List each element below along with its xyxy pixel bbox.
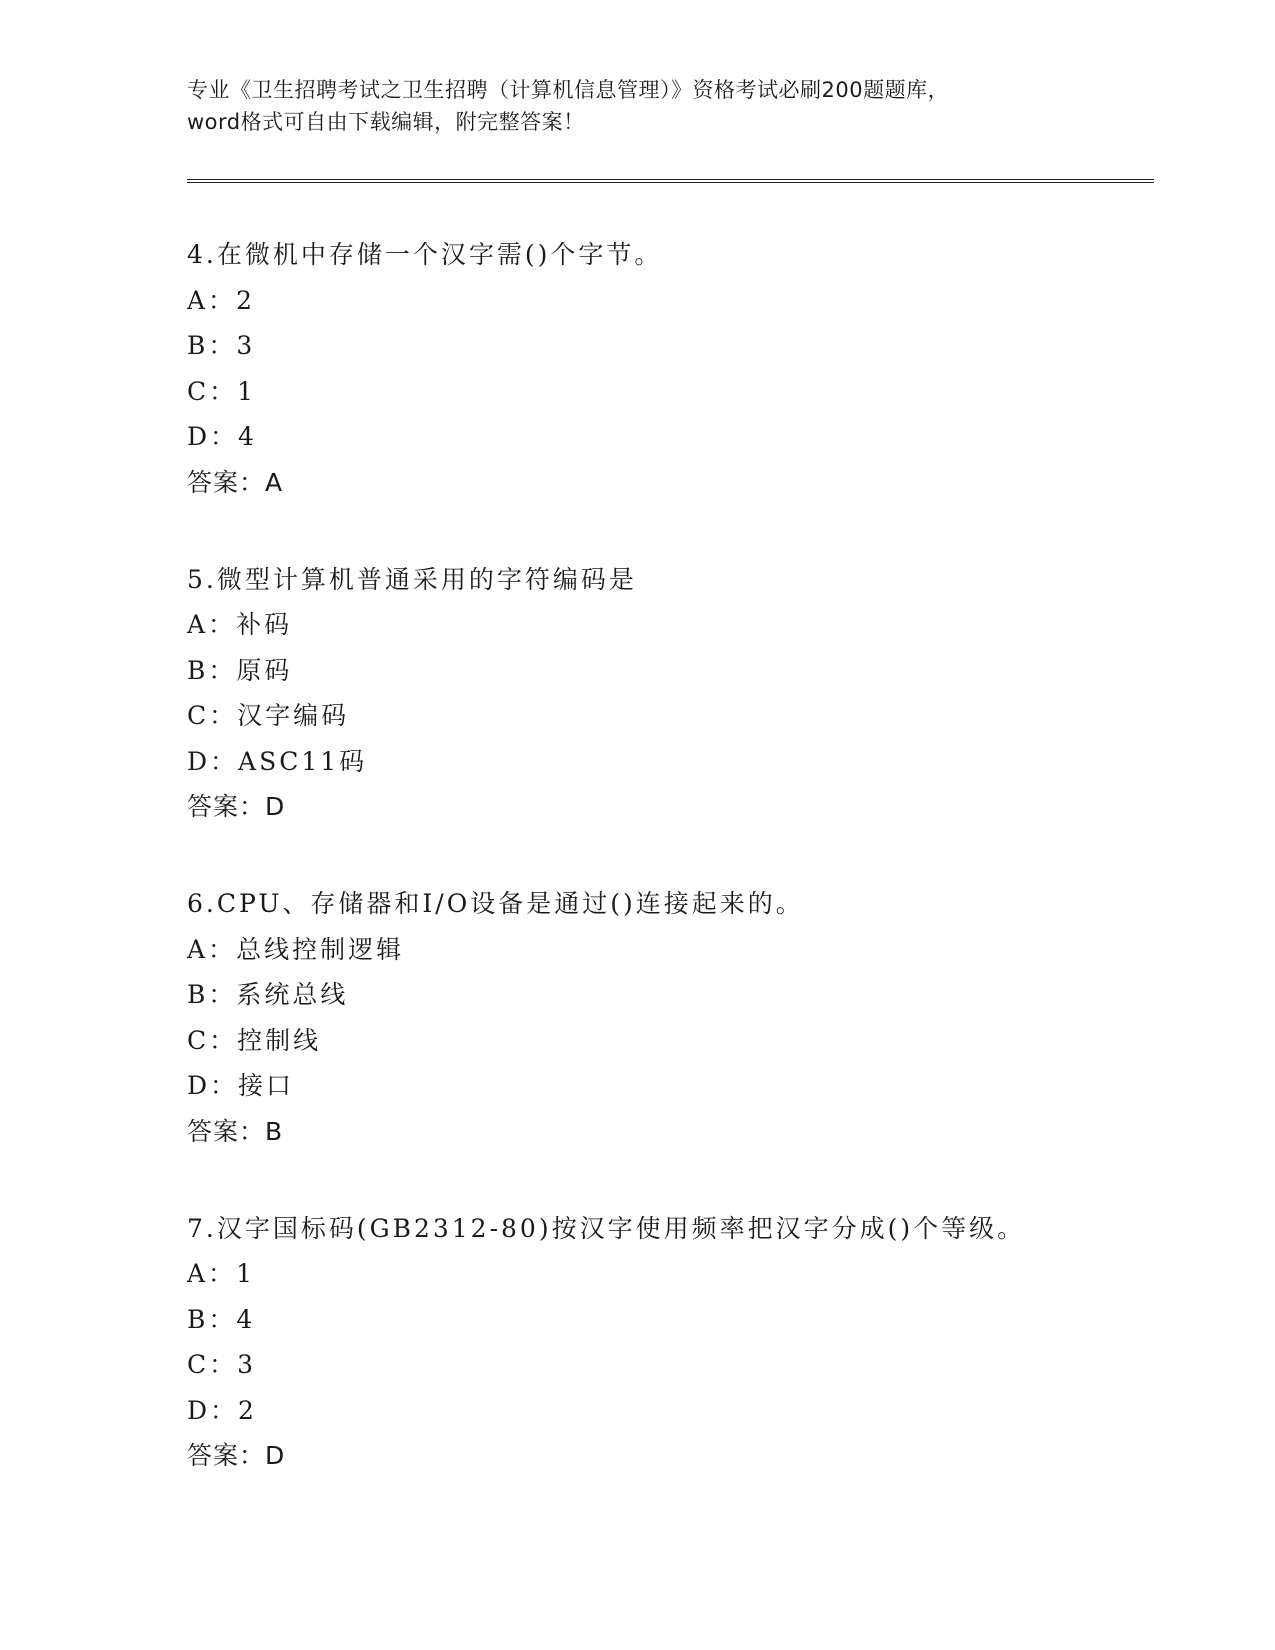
option-key: D： [187, 422, 239, 451]
answer: 答案：A [187, 467, 284, 497]
option-key: D： [187, 1071, 239, 1100]
option-a [187, 1251, 1147, 1297]
option-d [187, 739, 1147, 785]
document-header [187, 74, 1087, 138]
option-a [187, 927, 1147, 973]
option-text: 3 [236, 331, 256, 360]
answer: 答案：D [187, 1441, 286, 1470]
option-key: B： [187, 1304, 237, 1334]
option-d [187, 414, 1147, 460]
option-c [187, 1342, 1147, 1388]
option-key: A： [187, 610, 237, 639]
option-text: 补码 [236, 610, 293, 639]
option-key: A： [187, 934, 237, 964]
option-key: B： [187, 331, 237, 360]
option-text: 2 [238, 1395, 257, 1425]
option-b [187, 1297, 1147, 1343]
question-title: 4.在微机中存储一个汉字需()个字节。 [187, 240, 663, 269]
option-d [187, 1063, 1147, 1109]
option-key: D： [187, 1395, 239, 1425]
option-key: C： [187, 1025, 238, 1055]
option-a [187, 278, 1147, 324]
option-key: C： [187, 376, 238, 406]
option-text: 总线控制逻辑 [236, 934, 405, 964]
question-title: 5.微型计算机普通采用的字符编码是 [187, 564, 637, 594]
option-c [187, 1018, 1147, 1064]
option-text: 2 [236, 285, 255, 315]
option-key: C： [187, 701, 238, 730]
option-key: A： [187, 1259, 237, 1288]
option-text: 接口 [238, 1071, 295, 1100]
question-list [187, 232, 1147, 1530]
option-text: 4 [238, 422, 257, 451]
option-key: C： [187, 1350, 238, 1379]
question-5 [187, 557, 1147, 830]
answer: 答案：B [187, 1116, 284, 1146]
option-b [187, 648, 1147, 694]
option-b [187, 972, 1147, 1018]
option-c [187, 369, 1147, 415]
question-7 [187, 1206, 1147, 1479]
option-key: B： [187, 980, 237, 1009]
option-key: A： [187, 285, 237, 315]
option-key: D： [187, 746, 239, 776]
question-4 [187, 232, 1147, 505]
question-title: 6.CPU、存储器和I/O设备是通过()连接起来的。 [187, 889, 804, 918]
answer: 答案：D [187, 792, 286, 821]
option-text: 控制线 [237, 1025, 322, 1055]
option-text: 系统总线 [236, 980, 349, 1009]
option-text: 1 [236, 1259, 255, 1288]
option-a [187, 602, 1147, 648]
option-text: 3 [237, 1350, 257, 1379]
option-d [187, 1388, 1147, 1434]
option-text: 原码 [236, 655, 293, 685]
header-line-1: 专业《卫生招聘考试之卫生招聘（计算机信息管理）》资格考试必刷200题题库， [187, 78, 950, 102]
option-text: ASC11码 [238, 746, 368, 776]
option-text: 4 [236, 1304, 256, 1334]
question-6 [187, 881, 1147, 1154]
option-text: 汉字编码 [237, 701, 350, 730]
option-c [187, 693, 1147, 739]
option-b [187, 323, 1147, 369]
header-line-2: word格式可自由下载编辑，附完整答案！ [187, 110, 585, 134]
question-title: 7.汉字国标码(GB2312-80)按汉字使用频率把汉字分成()个等级。 [187, 1213, 1026, 1243]
header-divider [187, 179, 1154, 183]
option-key: B： [187, 655, 237, 685]
option-text: 1 [237, 376, 257, 406]
